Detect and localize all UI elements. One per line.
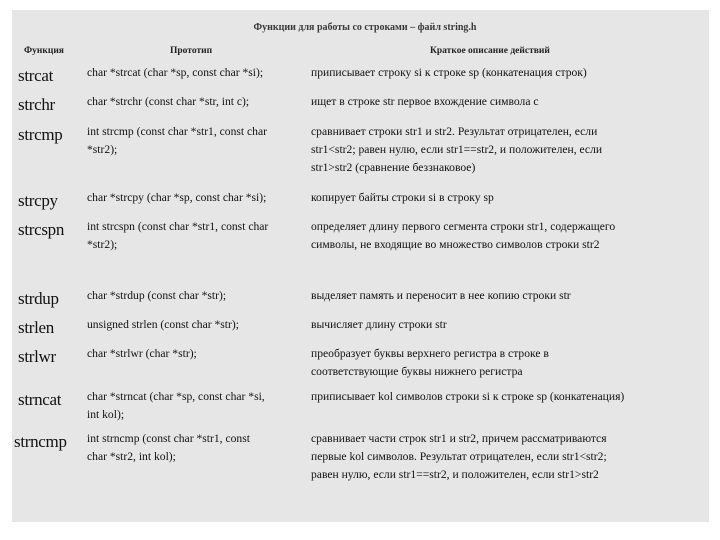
function-prototype: char *strchr (const char *str, int c); (87, 95, 250, 108)
function-description: приписывает строку si к строке sp (конкатенация строк) (311, 66, 587, 79)
function-prototype: unsigned strlen (const char *str); (87, 318, 239, 331)
function-prototype: int strcspn (const char *str1, const char *str2); (87, 220, 269, 251)
header-description: Краткое описание действий (430, 46, 550, 56)
function-description: выделяет память и переносит в нее копию строки str (311, 289, 571, 302)
function-description: вычисляет длину строки str (311, 318, 447, 331)
function-name: strcpy (18, 191, 58, 210)
function-description: преобразует буквы верхнего регистра в строке в соответствующие буквы нижнего регистра (311, 347, 549, 378)
function-name: strcmp (18, 125, 63, 144)
function-prototype: char *strncat (char *sp, const char *si, int kol); (87, 390, 265, 421)
function-name: strcat (18, 66, 54, 85)
function-name: strcspn (18, 220, 65, 239)
function-name: strncat (18, 390, 62, 409)
function-description: копирует байты строки si в строку sp (311, 191, 494, 204)
function-description: сравнивает части строк str1 и str2, причем рассматриваются первые kol символов. Результат отрицателен, если str1<str2; равен нулю, если str1==str2, и положителен, если str1>str2 (311, 432, 607, 481)
function-name: strdup (18, 289, 59, 308)
function-name: strncmp (14, 432, 67, 451)
header-prototype: Прототип (170, 46, 213, 56)
function-name: strlen (18, 318, 54, 337)
header-function: Функция (24, 46, 64, 56)
function-prototype: char *strcpy (char *sp, const char *si); (87, 191, 267, 204)
function-prototype: char *strlwr (char *str); (87, 347, 197, 360)
function-name: strlwr (18, 347, 56, 366)
function-description: ищет в строке str первое вхождение символа с (311, 95, 539, 108)
function-description: определяет длину первого сегмента строки str1, содержащего символы, не входящие во множество символов строки str2 (311, 220, 616, 251)
function-description: приписывает kol символов строки si к строке sp (конкатенация) (311, 390, 625, 403)
function-description: сравнивает строки str1 и str2. Результат отрицателен, если str1<str2; равен нулю, если str1==str2, и положителен, если str1>str2 (сравнение беззнаковое) (311, 125, 603, 174)
page-title: Функции для работы со строками – файл string.h (253, 22, 477, 33)
function-prototype: int strncmp (const char *str1, const char *str2, int kol); (87, 432, 250, 463)
function-prototype: char *strcat (char *sp, const char *si); (87, 66, 264, 79)
function-prototype: char *strdup (const char *str); (87, 289, 227, 302)
function-prototype: int strcmp (const char *str1, const char *str2); (87, 125, 267, 156)
function-name: strchr (18, 95, 55, 114)
